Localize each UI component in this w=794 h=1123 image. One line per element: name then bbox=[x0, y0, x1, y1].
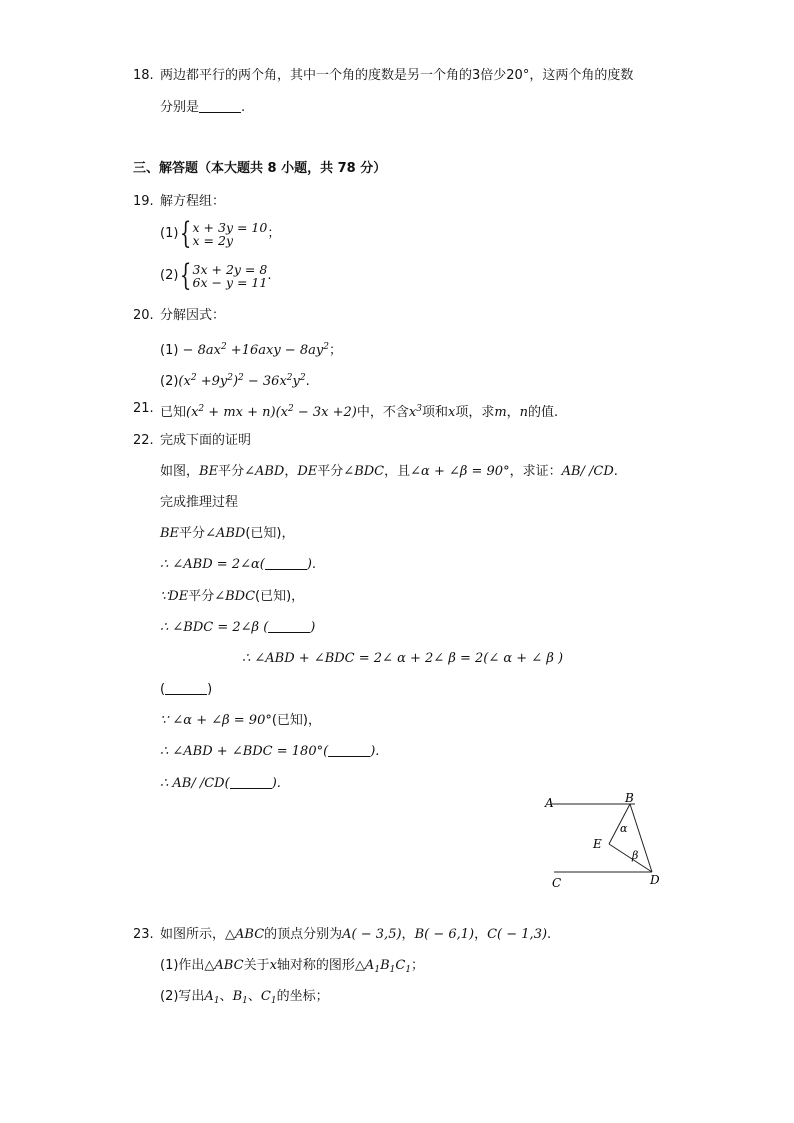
label-a: A bbox=[545, 796, 554, 810]
q21-text: 已知($x^2$ + mx + $n)(x^2 - 3x +2)$中，不含$x^3$项和x项，求m，n的值. bbox=[160, 404, 559, 420]
q22-step5: ∴ ∠ABD + ∠BDC = 2∠ α + 2∠ β = 2(∠ α + ∠ β ) bbox=[242, 651, 564, 666]
q22-figure bbox=[540, 792, 670, 892]
q22-step7: ∵ ∠α + ∠β = 90°(已知)， bbox=[160, 713, 321, 728]
line-de bbox=[609, 844, 652, 872]
q21-number: 21. bbox=[133, 401, 154, 416]
q22-intro: 如图，BE平分∠ABD，DE平分∠BDC，且∠α + ∠β = 90°，求证：AB/ /CD. bbox=[160, 464, 618, 479]
q23-part1: (1)作出△ABC关于x轴对称的图形$\triangle A_1B_1C_1$； bbox=[160, 958, 425, 975]
q20-part1: $(1) - 8ax^2 +16axy - 8ay^2$； bbox=[160, 342, 342, 358]
q23-part2: (2)写出$A_1$、$B_1$、$C_1$的坐标； bbox=[160, 989, 329, 1006]
label-e: E bbox=[593, 837, 602, 851]
q18-line2: 分别是 . bbox=[160, 100, 246, 115]
q18-line1: 两边都平行的两个角，其中一个角的度数是另一个角的3倍少20°，这两个角的度数 bbox=[160, 68, 634, 83]
q19-part2: (2){ 3x + 2y = 8 6x − y = 11 . bbox=[160, 257, 272, 293]
q22-subtitle: 完成推理过程 bbox=[160, 495, 239, 510]
q22-number: 22. bbox=[133, 433, 154, 448]
q22-step1: BE平分∠ABD(已知)， bbox=[160, 526, 295, 541]
label-beta: β bbox=[632, 849, 639, 862]
label-b: B bbox=[625, 792, 634, 805]
q22-step6: ( ) bbox=[160, 682, 213, 697]
q19-number: 19. bbox=[133, 194, 154, 209]
q20-title: 分解因式： bbox=[160, 308, 226, 323]
q20-part2: $(2)(x^2 +9y^2)^2 - 36x^2y^2$. bbox=[160, 373, 310, 389]
q18-number: 18. bbox=[133, 68, 154, 83]
label-d: D bbox=[650, 873, 660, 887]
answer-blank bbox=[199, 100, 241, 113]
q22-step2: ∴ ∠ABD = 2∠α( ). bbox=[160, 557, 317, 572]
q19-title: 解方程组： bbox=[160, 194, 226, 209]
q19-part1: (1){ x + 3y = 10 x = 2y ； bbox=[160, 215, 281, 251]
section-3-title: 三、解答题（本大题共 8 小题，共 78 分） bbox=[133, 161, 387, 176]
q23-number: 23. bbox=[133, 927, 154, 942]
label-c: C bbox=[552, 876, 562, 890]
q20-number: 20. bbox=[133, 308, 154, 323]
q22-step9: ∴ AB/ /CD( ). bbox=[160, 776, 281, 791]
q22-step3: ∵DE平分∠BDC(已知)， bbox=[160, 589, 305, 604]
q23-line1: 如图所示，△ABC的顶点分别为A( − 3,5)，B( − 6,1)，C( − 1,3). bbox=[160, 927, 552, 942]
q22-step8: ∴ ∠ABD + ∠BDC = 180°( ). bbox=[160, 744, 380, 759]
q22-title: 完成下面的证明 bbox=[160, 433, 252, 448]
q22-step4: ∴ ∠BDC = 2∠β ( ) bbox=[160, 620, 316, 635]
label-alpha: α bbox=[620, 822, 628, 835]
